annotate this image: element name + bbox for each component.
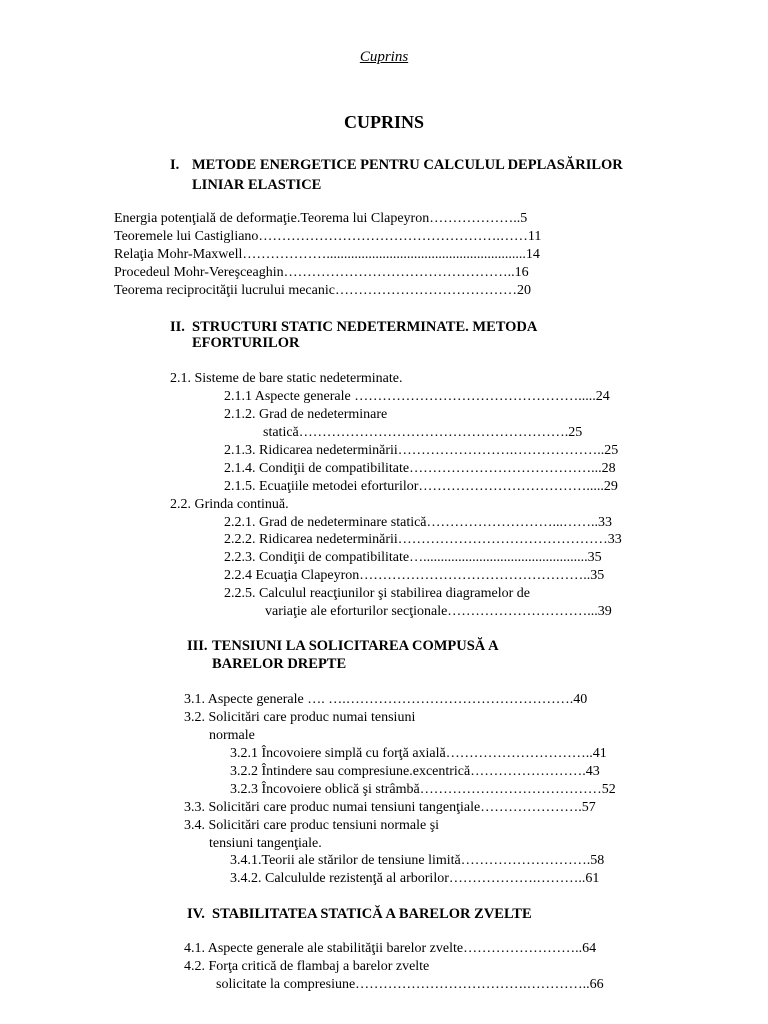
toc-entry[interactable]: tensiuni tangenţiale. (209, 836, 322, 851)
section-number: II. (170, 319, 185, 335)
toc-entry[interactable]: Relaţia Mohr-Maxwell……………….........................................................14 (114, 247, 540, 262)
section-title-line: STRUCTURI STATIC NEDETERMINATE. METODA (192, 319, 538, 335)
section-number: IV. (187, 906, 205, 922)
section-1-heading (170, 156, 623, 175)
section-title-line: TENSIUNI LA SOLICITAREA COMPUSĂ A (212, 638, 499, 654)
section-title-line: EFORTURILOR (192, 335, 300, 351)
toc-entry[interactable]: 3.2. Solicitări care produc numai tensiuni (184, 710, 416, 725)
toc-entry[interactable]: 3.2.3 Încovoiere oblică şi strâmbă…………………………………52 (230, 782, 616, 797)
toc-entry[interactable]: 3.2.2 Întindere sau compresiune.excentrică…………………….43 (230, 764, 600, 779)
toc-entry[interactable]: Procedeul Mohr-Vereşceaghin…………………………………………..16 (114, 265, 529, 280)
toc-entry[interactable]: 2.1.5. Ecuaţiile metodei eforturilor……………………………….....29 (224, 479, 618, 494)
section-3-heading (187, 637, 499, 656)
page-title: CUPRINS (343, 112, 424, 132)
section-title-line: LINIAR ELASTICE (192, 177, 322, 193)
toc-subsection[interactable]: 2.2. Grinda continuă. (170, 497, 289, 512)
toc-entry[interactable]: 2.2.3. Condiţii de compatibilitate…...............................................35 (224, 550, 602, 565)
section-title-line: METODE ENERGETICE PENTRU CALCULUL DEPLASĂRILOR (192, 157, 623, 173)
section-4-heading (187, 905, 532, 924)
toc-entry[interactable]: 4.2. Forţa critică de flambaj a barelor zvelte (184, 959, 430, 974)
toc-entry[interactable]: 3.1. Aspecte generale …. ….………………………………………….40 (184, 692, 588, 707)
toc-entry[interactable]: 2.2.5. Calculul reacţiunilor şi stabilirea diagramelor de (224, 586, 530, 601)
toc-entry[interactable]: 3.3. Solicitări care produc numai tensiuni tangenţiale………………….57 (184, 800, 596, 815)
toc-entry[interactable]: 2.2.2. Ridicarea nedeterminării………………………………………33 (224, 532, 622, 547)
page-header: Cuprins (359, 49, 409, 65)
toc-entry[interactable]: normale (209, 728, 255, 743)
toc-entry[interactable]: solicitate la compresiune……………………………….…………..66 (216, 977, 604, 992)
toc-entry[interactable]: 2.2.4 Ecuaţia Clapeyron…………………………………………..35 (224, 568, 605, 583)
toc-entry[interactable]: variaţie ale eforturilor secţionale…………………………...39 (265, 604, 612, 619)
section-2-heading (170, 318, 538, 337)
toc-entry[interactable]: 3.4. Solicitări care produc tensiuni normale şi (184, 818, 440, 833)
toc-entry[interactable]: 2.1.2. Grad de nedeterminare (224, 407, 388, 422)
toc-entry[interactable]: 4.1. Aspecte generale ale stabilităţii barelor zvelte……………………..64 (184, 941, 597, 956)
toc-entry[interactable]: 2.1.3. Ridicarea nedeterminării…………………….………………..25 (224, 443, 619, 458)
section-number: I. (170, 157, 180, 173)
section-title-line: STABILITATEA STATICĂ A BARELOR ZVELTE (212, 906, 532, 922)
section-number: III. (187, 638, 208, 654)
toc-entry[interactable]: 3.2.1 Încovoiere simplă cu forţă axială…………………………..41 (230, 746, 607, 761)
toc-subsection[interactable]: 2.1. Sisteme de bare static nedeterminate. (170, 371, 403, 386)
section-title-line: BARELOR DREPTE (212, 656, 347, 672)
toc-entry[interactable]: statică………………………………………………….25 (263, 425, 583, 440)
toc-entry[interactable]: 2.2.1. Grad de nedeterminare statică………………………...……..33 (224, 515, 613, 530)
toc-entry[interactable]: Teoremele lui Castigliano…………………………………………….……11 (114, 229, 542, 244)
toc-entry[interactable]: Teorema reciprocităţii lucrului mecanic…………………………………20 (114, 283, 531, 298)
toc-entry[interactable]: 3.4.1.Teorii ale stărilor de tensiune limită……………………….58 (230, 853, 605, 868)
toc-entry[interactable]: Energia potenţială de deformaţie.Teorema lui Clapeyron………………..5 (114, 211, 528, 226)
toc-entry[interactable]: 3.4.2. Calcululde rezistenţă al arborilor……………….………..61 (230, 871, 600, 886)
toc-entry[interactable]: 2.1.1 Aspecte generale ………………………………………….....24 (224, 389, 610, 404)
toc-entry[interactable]: 2.1.4. Condiţii de compatibilitate…………………………………...28 (224, 461, 616, 476)
